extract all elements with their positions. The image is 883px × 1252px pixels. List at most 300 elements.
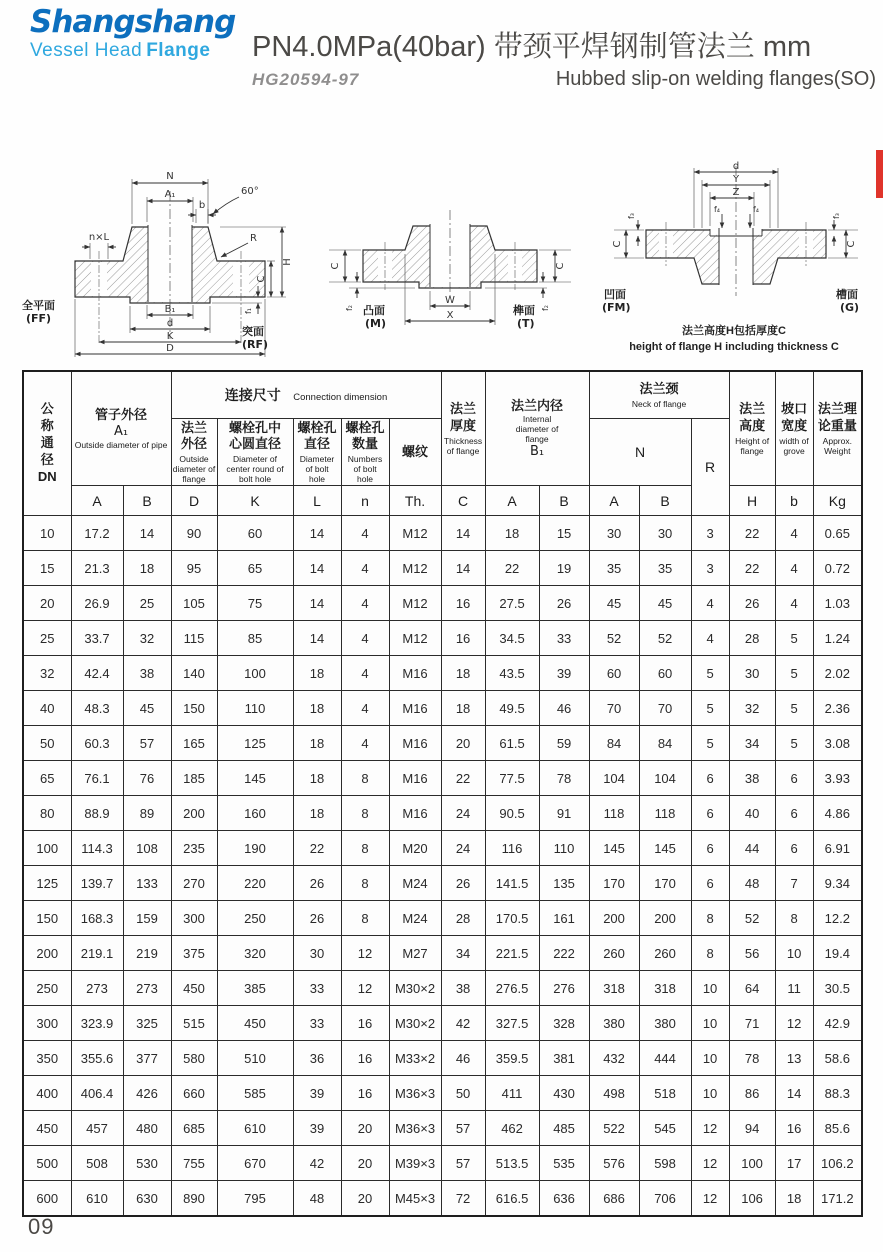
table-cell: 50 [441,1076,485,1111]
table-cell: 630 [123,1181,171,1217]
table-cell: 20 [341,1146,389,1181]
table-cell: 88.3 [813,1076,862,1111]
table-cell: 250 [217,901,293,936]
table-cell: 522 [589,1111,639,1146]
table-cell: 432 [589,1041,639,1076]
table-cell: 46 [441,1041,485,1076]
dim-label-C2-right: C [846,240,857,248]
table-cell: 20 [341,1181,389,1217]
flange-od-en: Outside diameter of flange [172,454,216,485]
table-cell: 11 [775,971,813,1006]
table-cell: 118 [589,796,639,831]
dim-label-b: b [198,200,206,211]
table-cell: 19 [539,551,589,586]
col-letter-pipe-a: A [71,486,123,516]
table-cell: 104 [639,761,691,796]
table-cell: 26 [293,901,341,936]
table-cell: 64 [729,971,775,1006]
table-row [23,621,862,656]
table-cell: 323.9 [71,1006,123,1041]
dim-label-C-right: C [555,262,566,270]
dim-label-C: C [256,275,267,283]
table-cell: 22 [729,551,775,586]
table-row [23,586,862,621]
table-cell: 14 [293,621,341,656]
table-cell: 222 [539,936,589,971]
table-cell: 38 [729,761,775,796]
table-cell: 12 [341,971,389,1006]
table-cell: 15 [23,551,71,586]
table-cell: 116 [485,831,539,866]
table-cell: 4 [341,516,389,551]
table-cell: 10 [691,1006,729,1041]
col-header-n: N [589,419,691,486]
bolt-hole-dia-zh: 螺栓孔直径 [297,419,337,452]
table-cell: 480 [123,1111,171,1146]
table-cell: 84 [589,726,639,761]
dim-label-f4-left: f₄ [713,205,721,214]
dim-label-Z: Z [732,187,740,198]
col-letter-neck-a: A [589,486,639,516]
table-cell: M16 [389,691,441,726]
table-cell: 385 [217,971,293,1006]
table-cell: 39 [293,1076,341,1111]
col-header-bolt-hole-dia [293,419,341,486]
dim-label-f3-left: f₃ [627,212,636,220]
table-cell: 498 [589,1076,639,1111]
dim-label-A1: A₁ [164,189,176,200]
table-cell: 300 [23,1006,71,1041]
table-cell: 400 [23,1076,71,1111]
table-cell: 90 [171,516,217,551]
table-cell: 14 [293,586,341,621]
connection-zh: 连接尺寸 [224,386,281,403]
table-cell: 4.86 [813,796,862,831]
dim-label-d2: d [732,161,740,172]
flange-diagram-fm-g [598,158,873,318]
table-cell: 8 [341,761,389,796]
col-header-height [729,371,775,486]
table-row [23,866,862,901]
table-cell: 10 [775,936,813,971]
table-cell: 52 [639,621,691,656]
table-cell: 46 [539,691,589,726]
dim-label-f2-right: f₂ [541,304,550,312]
diagram-caption [588,324,880,356]
table-cell: 462 [485,1111,539,1146]
table-cell: 45 [639,586,691,621]
table-cell: 2.02 [813,656,862,691]
table-cell: 686 [589,1181,639,1217]
table-cell: 221.5 [485,936,539,971]
table-cell: M12 [389,621,441,656]
table-cell: 60 [589,656,639,691]
col-header-thread [389,419,441,486]
pipe-od-en: Outside diameter of pipe [74,439,168,450]
col-letter-l: L [293,486,341,516]
flange-spec-table [22,370,863,1217]
table-cell: 65 [23,761,71,796]
table-cell: 4 [341,586,389,621]
table-cell: 133 [123,866,171,901]
page-subtitle-en: Hubbed slip-on welding flanges(SO) [555,68,876,90]
table-cell: M36×3 [389,1111,441,1146]
table-cell: 52 [589,621,639,656]
table-cell: 140 [171,656,217,691]
table-cell: 100 [217,656,293,691]
col-header-neck [589,371,729,419]
table-cell: 30 [589,516,639,551]
table-cell: 28 [729,621,775,656]
table-cell: 276 [539,971,589,1006]
table-cell: 4 [775,551,813,586]
table-cell: 71 [729,1006,775,1041]
table-row [23,1041,862,1076]
table-cell: 22 [485,551,539,586]
table-cell: 200 [639,901,691,936]
table-cell: 70 [639,691,691,726]
table-cell: 57 [123,726,171,761]
table-cell: 89 [123,796,171,831]
col-letter-kg: Kg [813,486,862,516]
table-cell: 22 [293,831,341,866]
table-cell: M12 [389,551,441,586]
table-cell: M24 [389,901,441,936]
table-cell: 60.3 [71,726,123,761]
table-cell: 18 [485,516,539,551]
table-cell: 19.4 [813,936,862,971]
table-cell: 16 [341,1006,389,1041]
height-zh: 法兰高度 [739,401,766,433]
table-cell: 3 [691,551,729,586]
table-cell: 84 [639,726,691,761]
table-row [23,691,862,726]
col-letter-k: K [217,486,293,516]
table-cell: 5 [775,726,813,761]
table-row [23,831,862,866]
table-cell: 381 [539,1041,589,1076]
table-cell: 49.5 [485,691,539,726]
table-cell: 8 [341,831,389,866]
inner-dia-en: Internal diameter of flange [515,414,559,445]
table-cell: 545 [639,1111,691,1146]
table-cell: 145 [589,831,639,866]
table-cell: 17.2 [71,516,123,551]
col-letter-inner-b: B [539,486,589,516]
table-cell: 220 [217,866,293,901]
table-cell: 706 [639,1181,691,1217]
table-cell: 135 [539,866,589,901]
bolt-hole-count-en: Numbers of bolt hole [347,454,383,485]
table-cell: M39×3 [389,1146,441,1181]
table-row [23,971,862,1006]
height-en: Height of flange [735,435,770,456]
face-label-g: 槽面 [836,288,858,301]
table-cell: 318 [589,971,639,1006]
dim-label-K: K [166,331,174,342]
table-cell: 106 [729,1181,775,1217]
page-number: 09 [28,1214,55,1239]
face-label-rf: 突面 [242,325,264,338]
diagrams-section [0,138,883,370]
table-cell: 14 [293,516,341,551]
dim-label-C-left: C [330,262,341,270]
table-cell: 530 [123,1146,171,1181]
table-cell: 26.9 [71,586,123,621]
table-cell: 14 [293,551,341,586]
flange-diagram-ff-rf [20,138,305,358]
dim-label-f4-right: f₄ [752,205,760,214]
table-cell: 52 [729,901,775,936]
table-cell: 3.93 [813,761,862,796]
table-cell: 200 [171,796,217,831]
table-cell: 30 [639,516,691,551]
table-cell: 22 [441,761,485,796]
table-cell: 508 [71,1146,123,1181]
table-cell: 114.3 [71,831,123,866]
table-cell: 610 [217,1111,293,1146]
table-cell: 72 [441,1181,485,1217]
table-cell: 5 [691,726,729,761]
table-cell: 90.5 [485,796,539,831]
table-cell: 159 [123,901,171,936]
table-cell: 10 [691,1041,729,1076]
table-cell: 160 [217,796,293,831]
table-cell: 610 [71,1181,123,1217]
table-cell: 355.6 [71,1041,123,1076]
table-cell: 95 [171,551,217,586]
table-cell: 9.34 [813,866,862,901]
groove-en: width of grove [779,435,809,456]
table-cell: 78 [729,1041,775,1076]
bolt-hole-count-zh: 螺栓孔数量 [345,419,385,452]
col-letter-c: C [441,486,485,516]
table-cell: 16 [775,1111,813,1146]
flange-od-zh: 法兰外径 [181,419,208,452]
dim-label-d: d [166,318,174,329]
table-row [23,901,862,936]
table-cell: 12 [691,1146,729,1181]
table-cell: 18 [775,1181,813,1217]
table-cell: 18 [293,726,341,761]
table-cell: 585 [217,1076,293,1111]
table-cell: 670 [217,1146,293,1181]
table-cell: 510 [217,1041,293,1076]
table-cell: 273 [71,971,123,1006]
table-cell: 70 [589,691,639,726]
table-cell: 450 [171,971,217,1006]
table-cell: 32 [123,621,171,656]
col-header-groove [775,371,813,486]
table-cell: 219 [123,936,171,971]
table-cell: 35 [589,551,639,586]
col-letter-b: b [775,486,813,516]
face-code-t: (T) [517,317,535,330]
table-cell: 235 [171,831,217,866]
table-cell: 43.5 [485,656,539,691]
inner-dia-zh: 法兰内径 [511,397,564,413]
table-cell: 16 [341,1076,389,1111]
table-cell: 450 [217,1006,293,1041]
diagram-caption-en: height of flange H including thickness C [629,340,839,353]
table-cell: 45 [589,586,639,621]
table-cell: 18 [441,656,485,691]
table-cell: 350 [23,1041,71,1076]
dim-label-nxL: n×L [88,232,110,243]
table-cell: 273 [123,971,171,1006]
table-cell: 0.65 [813,516,862,551]
thickness-en: Thickness of flange [443,435,483,456]
table-row [23,1076,862,1111]
face-label-m: 凸面 [363,304,385,317]
table-cell: 457 [71,1111,123,1146]
table-cell: 377 [123,1041,171,1076]
dim-label-60deg: 60° [241,186,259,197]
dim-label-B1: B₁ [164,304,176,315]
table-cell: 18 [123,551,171,586]
table-cell: 20 [23,586,71,621]
table-cell: 616.5 [485,1181,539,1217]
table-cell: 200 [589,901,639,936]
dim-label-W: W [445,295,455,306]
table-cell: 106.2 [813,1146,862,1181]
table-cell: 24 [441,796,485,831]
table-cell: 485 [539,1111,589,1146]
table-cell: 145 [217,761,293,796]
table-cell: 85.6 [813,1111,862,1146]
table-cell: 12 [775,1006,813,1041]
table-cell: 24 [441,831,485,866]
table-cell: M16 [389,761,441,796]
table-cell: 42.4 [71,656,123,691]
table-cell: M20 [389,831,441,866]
table-cell: 250 [23,971,71,1006]
table-row [23,726,862,761]
dim-label-R: R [250,233,257,244]
table-cell: 4 [775,516,813,551]
table-cell: 161 [539,901,589,936]
table-cell: 4 [691,586,729,621]
table-cell: 200 [23,936,71,971]
table-cell: 0.72 [813,551,862,586]
table-cell: 7 [775,866,813,901]
table-cell: 34.5 [485,621,539,656]
thread-zh: 螺纹 [402,444,429,459]
dim-label-f1: f₁ [244,307,253,315]
table-cell: 170 [639,866,691,901]
dim-label-N: N [166,171,174,182]
face-code-m: (M) [365,317,387,330]
table-cell: 26 [539,586,589,621]
col-header-bolt-circle [217,419,293,486]
table-cell: 77.5 [485,761,539,796]
table-cell: 1.24 [813,621,862,656]
dim-label-X: X [446,310,454,321]
table-cell: 42.9 [813,1006,862,1041]
dim-label-f3-right: f₃ [832,212,841,220]
table-cell: 4 [341,656,389,691]
table-cell: 110 [539,831,589,866]
dn-label-code: DN [37,468,57,484]
table-cell: 6.91 [813,831,862,866]
table-cell: 513.5 [485,1146,539,1181]
table-cell: 300 [171,901,217,936]
table-cell: 118 [639,796,691,831]
table-cell: 44 [729,831,775,866]
table-cell: 515 [171,1006,217,1041]
table-cell: 125 [23,866,71,901]
table-cell: 14 [441,551,485,586]
col-header-thickness [441,371,485,486]
table-cell: 6 [691,796,729,831]
table-cell: 2.36 [813,691,862,726]
table-cell: 12 [691,1111,729,1146]
table-cell: 518 [639,1076,691,1111]
table-cell: 35 [639,551,691,586]
table-cell: 4 [691,621,729,656]
col-header-inner-dia [485,371,589,486]
table-cell: 27.5 [485,586,539,621]
face-code-fm: (FM) [602,301,631,314]
table-cell: 25 [123,586,171,621]
table-cell: 45 [123,691,171,726]
table-cell: 380 [639,1006,691,1041]
thickness-zh: 法兰厚度 [450,401,477,433]
table-cell: 86 [729,1076,775,1111]
table-cell: 40 [23,691,71,726]
table-cell: 16 [441,621,485,656]
table-cell: 30 [293,936,341,971]
table-cell: 260 [589,936,639,971]
table-cell: 406.4 [71,1076,123,1111]
table-row [23,761,862,796]
table-cell: 190 [217,831,293,866]
table-cell: 48 [729,866,775,901]
dim-label-C2-left: C [612,240,623,248]
col-header-pipe-od [71,371,171,486]
table-cell: M30×2 [389,971,441,1006]
table-cell: 76.1 [71,761,123,796]
table-cell: 34 [729,726,775,761]
table-cell: 14 [123,516,171,551]
table-cell: M27 [389,936,441,971]
table-cell: 14 [441,516,485,551]
table-row [23,1006,862,1041]
brand-logo [30,6,235,62]
table-cell: 65 [217,551,293,586]
flange-diagram-m-t [305,178,595,348]
table-cell: 4 [341,621,389,656]
table-cell: 12 [691,1181,729,1217]
dim-label-Y: Y [732,174,740,185]
col-header-flange-od [171,419,217,486]
table-cell: M45×3 [389,1181,441,1217]
table-cell: 219.1 [71,936,123,971]
col-header-bolt-hole-count [341,419,389,486]
table-cell: 108 [123,831,171,866]
dim-label-f2-left: f₂ [345,304,354,312]
weight-en: Approx. Weight [822,435,852,456]
table-cell: 4 [341,691,389,726]
table-cell: 636 [539,1181,589,1217]
table-cell: 125 [217,726,293,761]
table-cell: 88.9 [71,796,123,831]
neck-en: Neck of flange [631,398,687,409]
col-letter-neck-b: B [639,486,691,516]
table-cell: 60 [217,516,293,551]
weight-zh: 法兰理论重量 [817,401,857,433]
table-cell: 12.2 [813,901,862,936]
